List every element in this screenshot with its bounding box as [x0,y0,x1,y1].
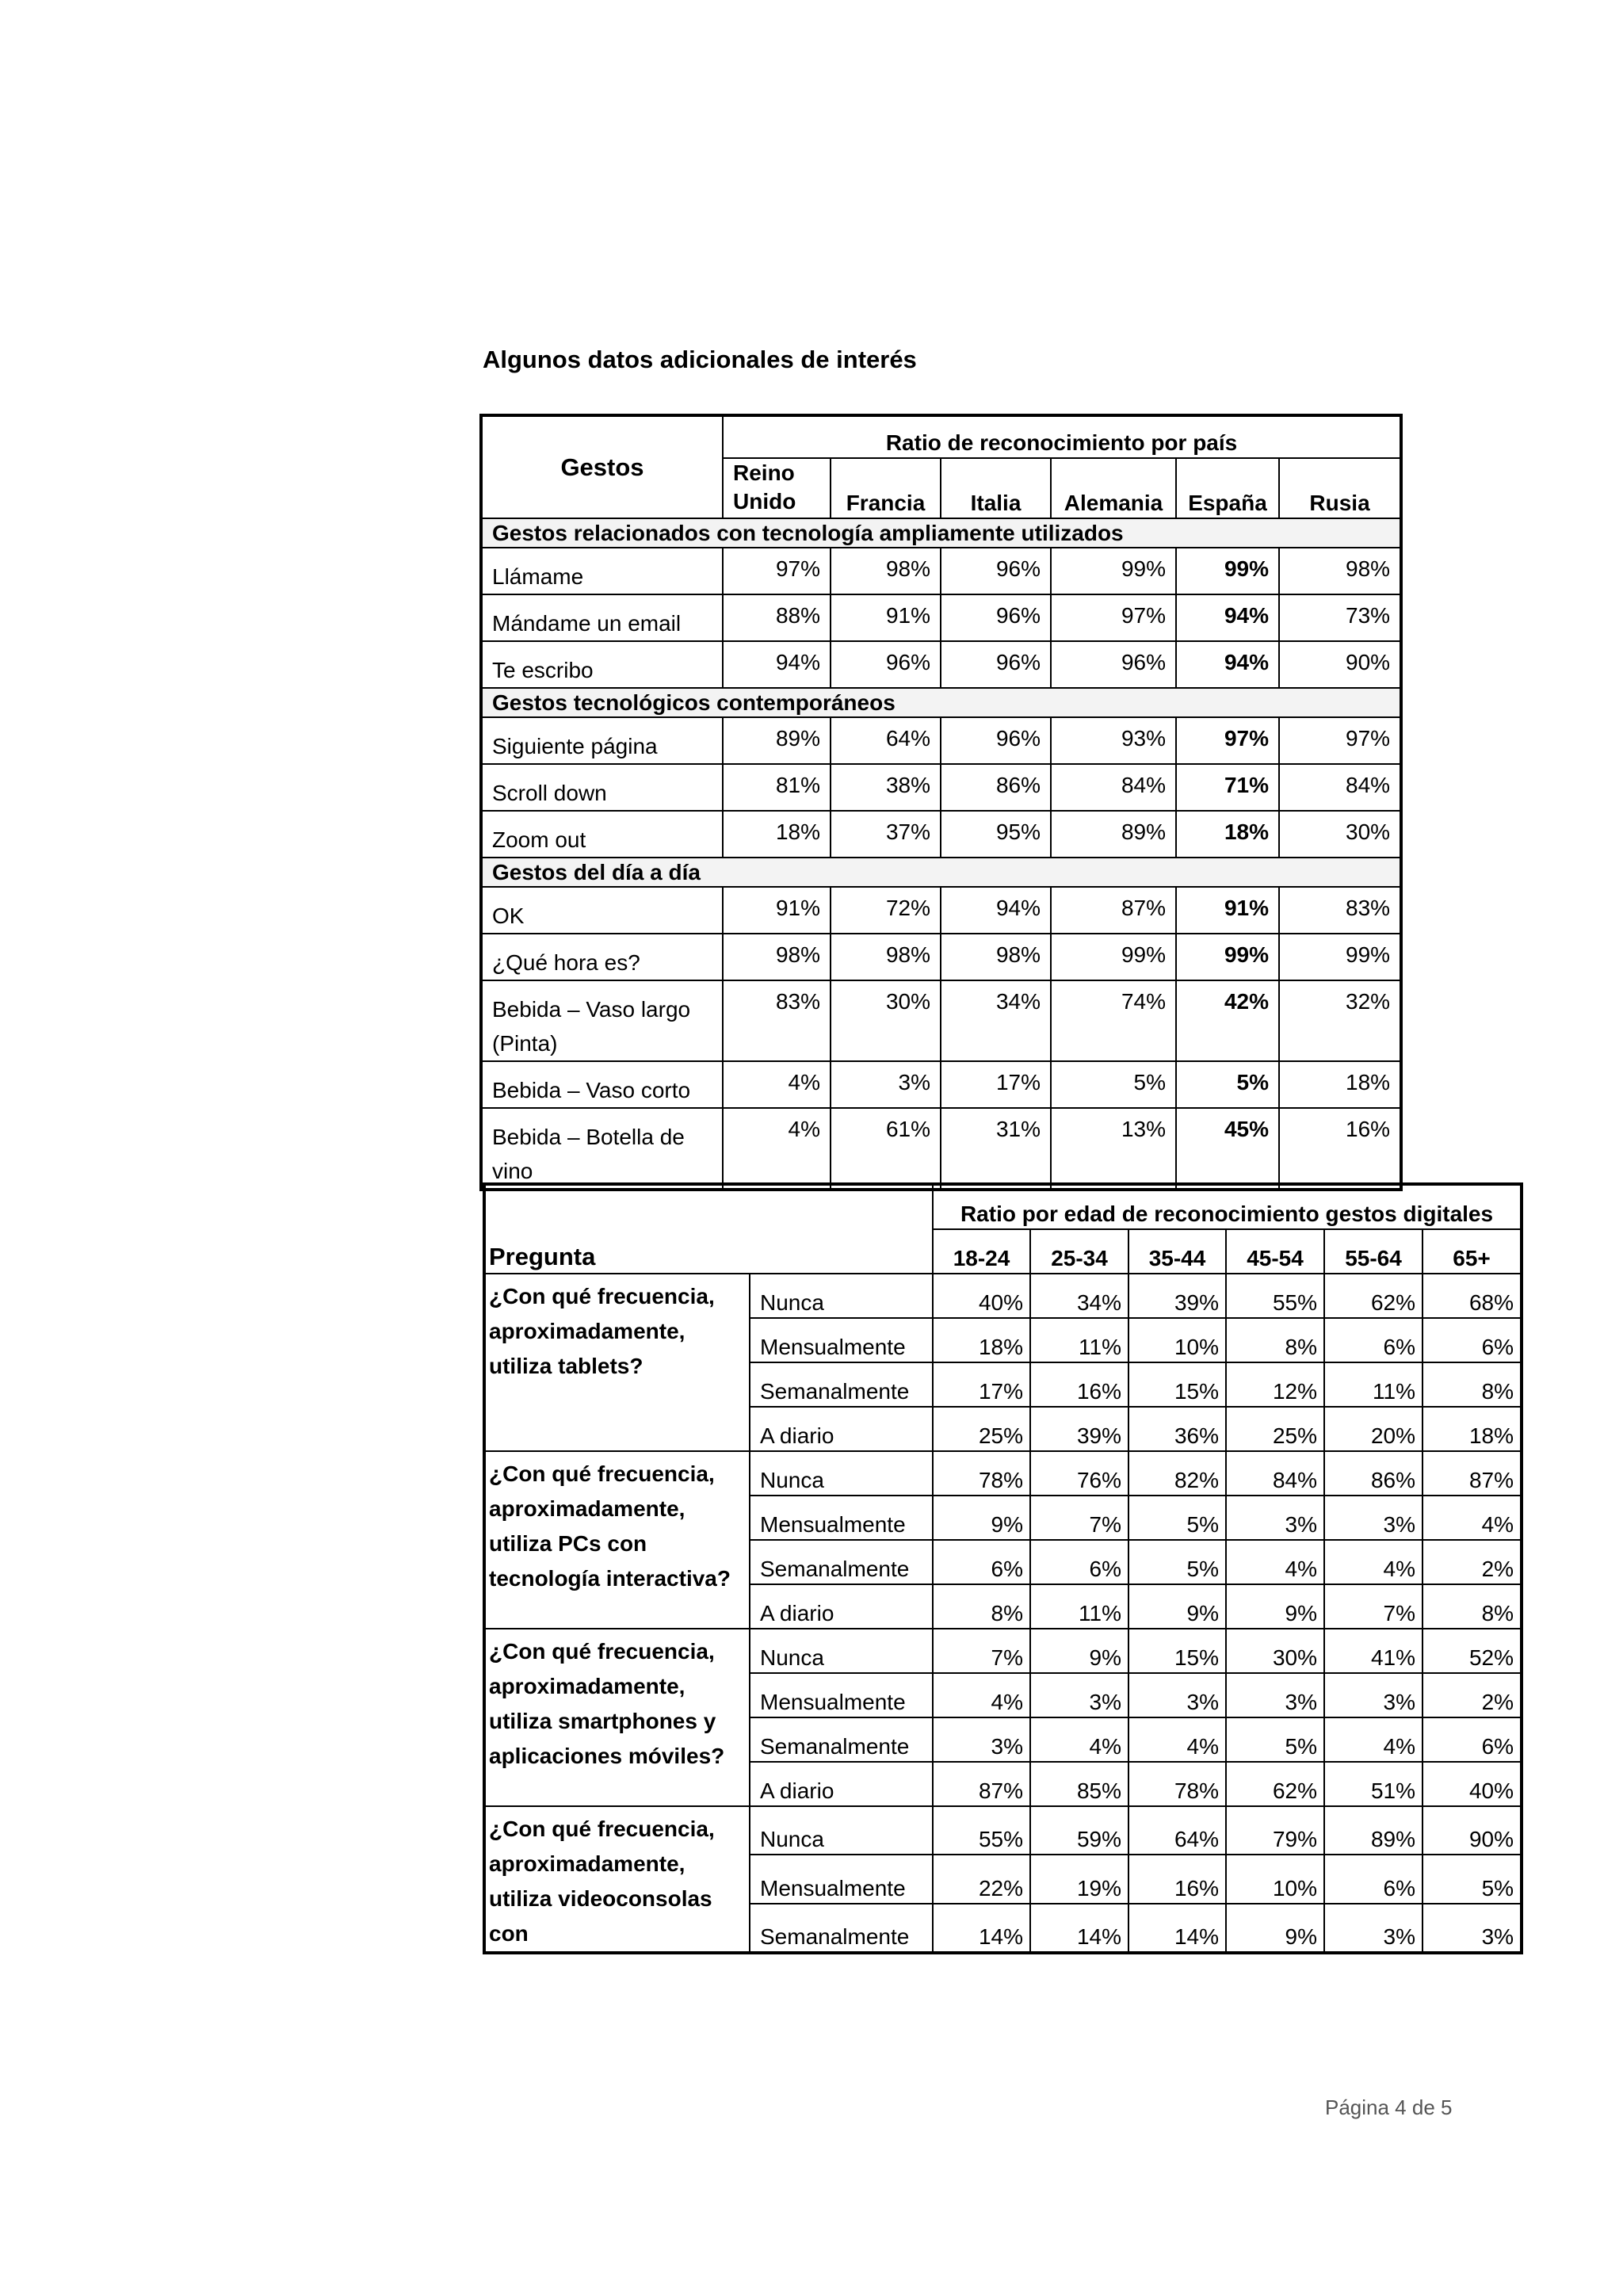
question-corner-header: Pregunta [484,1229,933,1274]
gesture-row [481,1061,1401,1108]
age-value: 3% [1226,1673,1324,1717]
age-value: 4% [1030,1717,1128,1762]
age-header: 65+ [1423,1229,1522,1274]
gesture-row [481,1108,1401,1190]
country-value: 4% [723,1061,831,1108]
country-value: 45% [1176,1108,1279,1190]
country-value: 61% [831,1108,941,1190]
age-value: 79% [1226,1806,1324,1855]
age-value: 25% [1226,1407,1324,1451]
gesture-label: Te escribo [481,641,723,688]
country-value: 81% [723,764,831,811]
age-value: 15% [1128,1629,1226,1673]
age-value: 39% [1030,1407,1128,1451]
age-value: 3% [1128,1673,1226,1717]
frequency-label: Nunca [750,1629,933,1673]
age-value: 3% [1324,1496,1423,1540]
gesture-label: Bebida – Vaso largo (Pinta) [481,980,723,1061]
country-value: 73% [1279,594,1401,641]
country-value: 97% [723,548,831,594]
country-value: 96% [831,641,941,688]
age-value: 7% [933,1629,1030,1673]
age-value: 5% [1128,1496,1226,1540]
question-label: ¿Con qué frecuencia, aproximadamente, utiliza smartphones y aplicaciones móviles? [484,1629,750,1806]
age-value: 9% [1226,1584,1324,1629]
section-row [481,858,1401,887]
country-value: 84% [1279,764,1401,811]
country-value: 83% [723,980,831,1061]
gesture-label: Siguiente página [481,717,723,764]
age-value: 12% [1226,1362,1324,1407]
age-value: 4% [933,1673,1030,1717]
age-group-header: Ratio por edad de reconocimiento gestos digitales [933,1184,1522,1229]
frequency-label: Mensualmente [750,1673,933,1717]
gesture-row [481,594,1401,641]
age-value: 3% [933,1717,1030,1762]
age-value: 4% [1128,1717,1226,1762]
age-value: 6% [1324,1318,1423,1362]
age-value: 82% [1128,1451,1226,1496]
age-value: 9% [1030,1629,1128,1673]
age-value: 52% [1423,1629,1522,1673]
frequency-label: Semanalmente [750,1904,933,1953]
age-value: 86% [1324,1451,1423,1496]
age-header: 18-24 [933,1229,1030,1274]
age-value: 4% [1324,1540,1423,1584]
frequency-row [484,1629,1522,1673]
frequency-label: Mensualmente [750,1496,933,1540]
country-value: 84% [1051,764,1176,811]
country-value: 37% [831,811,941,858]
age-value: 62% [1324,1274,1423,1318]
page-heading: Algunos datos adicionales de interés [483,346,917,373]
gesture-label: Llámame [481,548,723,594]
age-value: 6% [933,1540,1030,1584]
country-value: 13% [1051,1108,1176,1190]
age-value: 68% [1423,1274,1522,1318]
gesture-label: OK [481,887,723,934]
age-value: 64% [1128,1806,1226,1855]
frequency-label: Semanalmente [750,1717,933,1762]
country-value: 96% [941,594,1051,641]
age-value: 10% [1226,1855,1324,1903]
age-value: 11% [1030,1584,1128,1629]
age-value: 18% [1423,1407,1522,1451]
country-value: 98% [831,548,941,594]
age-value: 3% [1324,1904,1423,1953]
country-value: 95% [941,811,1051,858]
country-value: 86% [941,764,1051,811]
country-value: 99% [1279,934,1401,980]
age-value: 9% [1128,1584,1226,1629]
country-value: 97% [1051,594,1176,641]
country-value: 96% [941,717,1051,764]
age-value: 4% [1226,1540,1324,1584]
country-value: 96% [1051,641,1176,688]
page-number: Página 4 de 5 [1325,2095,1453,2119]
age-value: 17% [933,1362,1030,1407]
country-value: 42% [1176,980,1279,1061]
country-value: 32% [1279,980,1401,1061]
gesture-row [481,641,1401,688]
age-value: 14% [1128,1904,1226,1953]
country-value: 83% [1279,887,1401,934]
age-value: 41% [1324,1629,1423,1673]
age-value: 51% [1324,1762,1423,1806]
gesture-row [481,934,1401,980]
frequency-label: Nunca [750,1274,933,1318]
country-value: 5% [1176,1061,1279,1108]
country-value: 87% [1051,887,1176,934]
country-header: Rusia [1279,458,1401,518]
age-value: 15% [1128,1362,1226,1407]
age-recognition-table [483,1182,1523,1954]
age-value: 78% [1128,1762,1226,1806]
age-value: 9% [933,1496,1030,1540]
country-value: 99% [1051,934,1176,980]
country-value: 18% [1176,811,1279,858]
country-value: 88% [723,594,831,641]
blank-header-cell [484,1184,933,1229]
age-value: 7% [1030,1496,1128,1540]
age-value: 18% [933,1318,1030,1362]
age-value: 2% [1423,1673,1522,1717]
country-value: 96% [941,641,1051,688]
age-value: 22% [933,1855,1030,1903]
section-title: Gestos del día a día [481,858,1401,887]
country-value: 16% [1279,1108,1401,1190]
question-label: ¿Con qué frecuencia, aproximadamente, utiliza tablets? [484,1274,750,1451]
age-value: 62% [1226,1762,1324,1806]
age-header: 35-44 [1128,1229,1226,1274]
age-value: 2% [1423,1540,1522,1584]
country-value: 30% [831,980,941,1061]
country-header: Reino Unido [723,458,831,518]
gesture-row [481,764,1401,811]
section-row [481,518,1401,548]
age-value: 3% [1324,1673,1423,1717]
age-value: 8% [1226,1318,1324,1362]
country-header: Francia [831,458,941,518]
gesture-label: Scroll down [481,764,723,811]
age-value: 16% [1128,1855,1226,1903]
age-value: 10% [1128,1318,1226,1362]
age-value: 20% [1324,1407,1423,1451]
country-value: 18% [723,811,831,858]
age-value: 14% [1030,1904,1128,1953]
frequency-label: Mensualmente [750,1318,933,1362]
age-value: 55% [1226,1274,1324,1318]
country-value: 94% [1176,594,1279,641]
country-value: 89% [1051,811,1176,858]
frequency-row [484,1451,1522,1496]
age-value: 4% [1423,1496,1522,1540]
country-value: 18% [1279,1061,1401,1108]
age-value: 87% [933,1762,1030,1806]
country-value: 98% [831,934,941,980]
age-header: 45-54 [1226,1229,1324,1274]
frequency-label: Semanalmente [750,1540,933,1584]
age-value: 8% [933,1584,1030,1629]
age-value: 39% [1128,1274,1226,1318]
country-value: 97% [1279,717,1401,764]
age-value: 36% [1128,1407,1226,1451]
age-value: 89% [1324,1806,1423,1855]
country-group-header: Ratio de reconocimiento por país [723,415,1401,458]
age-value: 5% [1226,1717,1324,1762]
age-value: 3% [1226,1496,1324,1540]
age-value: 55% [933,1806,1030,1855]
age-value: 11% [1030,1318,1128,1362]
country-header: Italia [941,458,1051,518]
age-value: 25% [933,1407,1030,1451]
age-value: 90% [1423,1806,1522,1855]
age-value: 5% [1423,1855,1522,1903]
frequency-label: A diario [750,1762,933,1806]
age-value: 59% [1030,1806,1128,1855]
gesture-label: Mándame un email [481,594,723,641]
frequency-label: A diario [750,1584,933,1629]
country-value: 98% [723,934,831,980]
country-value: 99% [1176,934,1279,980]
age-value: 8% [1423,1362,1522,1407]
country-value: 91% [831,594,941,641]
country-value: 91% [723,887,831,934]
country-value: 93% [1051,717,1176,764]
country-header: España [1176,458,1279,518]
age-value: 87% [1423,1451,1522,1496]
gestures-corner-header: Gestos [481,415,723,518]
country-value: 97% [1176,717,1279,764]
gesture-label: Zoom out [481,811,723,858]
age-value: 3% [1030,1673,1128,1717]
country-value: 3% [831,1061,941,1108]
gesture-row [481,717,1401,764]
country-value: 99% [1176,548,1279,594]
frequency-row [484,1274,1522,1318]
frequency-label: A diario [750,1407,933,1451]
gesture-label: Bebida – Vaso corto [481,1061,723,1108]
age-value: 4% [1324,1717,1423,1762]
gesture-row [481,980,1401,1061]
age-value: 9% [1226,1904,1324,1953]
country-value: 94% [941,887,1051,934]
country-value: 17% [941,1061,1051,1108]
country-value: 30% [1279,811,1401,858]
gesture-row [481,887,1401,934]
age-value: 11% [1324,1362,1423,1407]
question-label: ¿Con qué frecuencia, aproximadamente, utiliza videoconsolas con [484,1806,750,1953]
age-value: 30% [1226,1629,1324,1673]
age-value: 84% [1226,1451,1324,1496]
age-header: 55-64 [1324,1229,1423,1274]
age-value: 6% [1423,1318,1522,1362]
country-value: 38% [831,764,941,811]
age-value: 85% [1030,1762,1128,1806]
country-value: 64% [831,717,941,764]
country-value: 89% [723,717,831,764]
gesture-row [481,548,1401,594]
age-value: 76% [1030,1451,1128,1496]
age-value: 78% [933,1451,1030,1496]
section-title: Gestos relacionados con tecnología ampliamente utilizados [481,518,1401,548]
country-recognition-table [479,414,1403,1191]
age-value: 6% [1423,1717,1522,1762]
gesture-label: Bebida – Botella de vino [481,1108,723,1190]
age-value: 34% [1030,1274,1128,1318]
age-value: 6% [1030,1540,1128,1584]
section-row [481,688,1401,717]
country-value: 74% [1051,980,1176,1061]
age-header: 25-34 [1030,1229,1128,1274]
country-value: 96% [941,548,1051,594]
country-value: 94% [723,641,831,688]
frequency-label: Nunca [750,1451,933,1496]
country-value: 4% [723,1108,831,1190]
gesture-row [481,811,1401,858]
frequency-row [484,1806,1522,1855]
age-value: 14% [933,1904,1030,1953]
age-value: 6% [1324,1855,1423,1903]
frequency-label: Nunca [750,1806,933,1855]
age-value: 40% [1423,1762,1522,1806]
country-value: 72% [831,887,941,934]
country-value: 71% [1176,764,1279,811]
gesture-label: ¿Qué hora es? [481,934,723,980]
country-value: 91% [1176,887,1279,934]
country-value: 5% [1051,1061,1176,1108]
frequency-label: Semanalmente [750,1362,933,1407]
country-value: 99% [1051,548,1176,594]
age-value: 8% [1423,1584,1522,1629]
question-label: ¿Con qué frecuencia, aproximadamente, utiliza PCs con tecnología interactiva? [484,1451,750,1629]
age-value: 7% [1324,1584,1423,1629]
age-value: 19% [1030,1855,1128,1903]
country-value: 94% [1176,641,1279,688]
country-value: 31% [941,1108,1051,1190]
age-value: 40% [933,1274,1030,1318]
age-value: 5% [1128,1540,1226,1584]
country-value: 34% [941,980,1051,1061]
age-value: 16% [1030,1362,1128,1407]
country-value: 98% [1279,548,1401,594]
country-value: 98% [941,934,1051,980]
age-value: 3% [1423,1904,1522,1953]
section-title: Gestos tecnológicos contemporáneos [481,688,1401,717]
country-value: 90% [1279,641,1401,688]
frequency-label: Mensualmente [750,1855,933,1903]
country-header: Alemania [1051,458,1176,518]
